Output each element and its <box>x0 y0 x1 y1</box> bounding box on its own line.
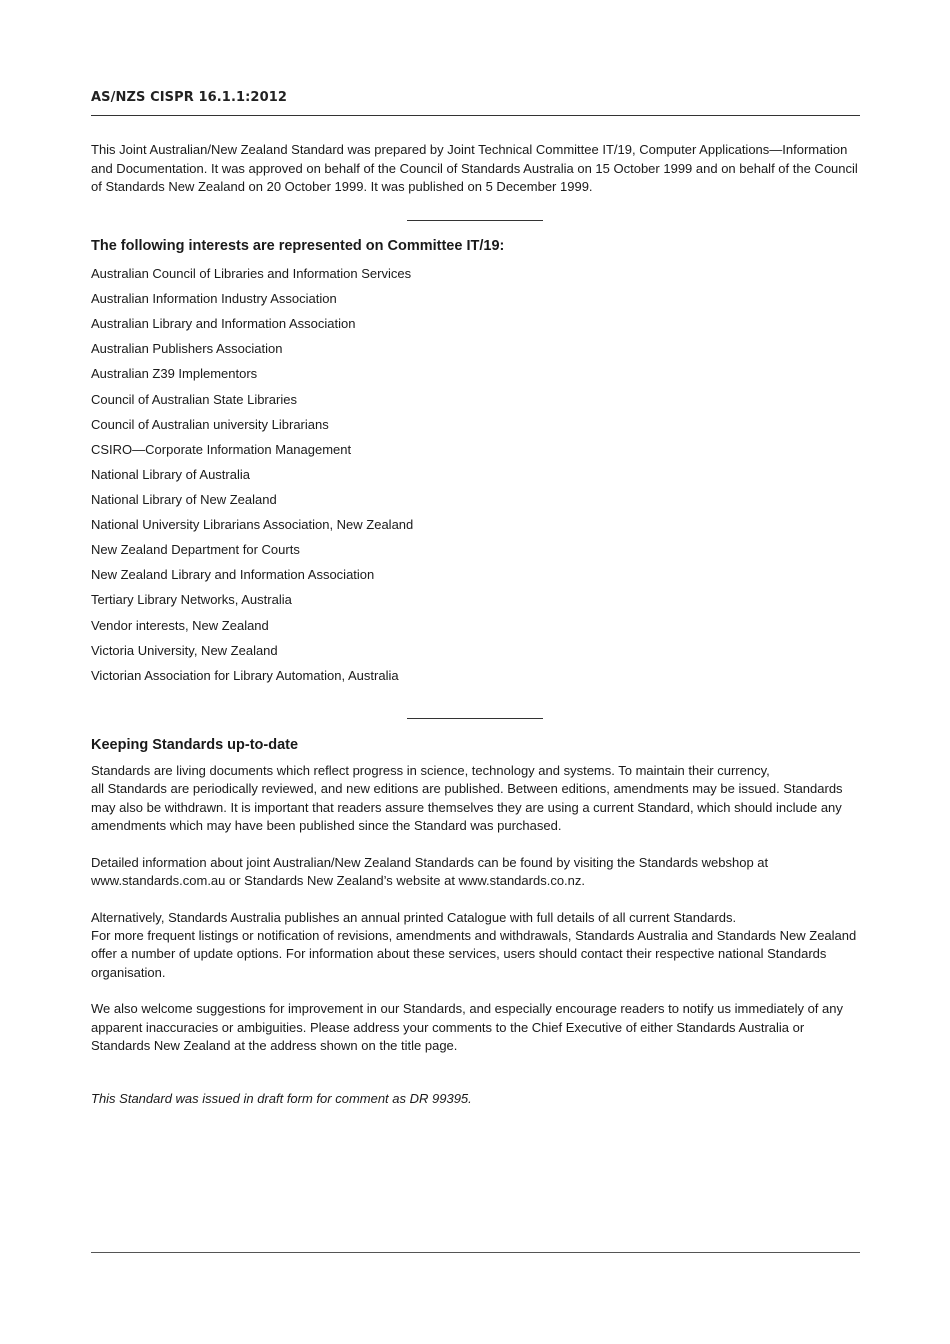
keeping-paragraph-3-line-1: Alternatively, Standards Australia publishes an annual printed Catalogue with full details of all current Standards. <box>91 909 737 925</box>
keeping-paragraph-1-rest: all Standards are periodically reviewed, and new editions are published. Between editions, amendments may be issued. Standards may also be withdrawn. It is important that readers assure themselves they are using a current Standard, which should include any amendments which may have been published since the Standard was purchased. <box>91 781 843 833</box>
keeping-paragraph-1-line-1: Standards are living documents which reflect progress in science, technology and systems. To maintain their currency, <box>91 763 770 778</box>
committee-member: Australian Publishers Association <box>91 341 283 357</box>
keeping-paragraph-living-documents <box>91 762 860 835</box>
footer-rule <box>91 1252 860 1253</box>
intro-paragraph: This Joint Australian/New Zealand Standard was prepared by Joint Technical Committee IT/19, Computer Applications—Information and Documentation. It was approved on behalf of the Council of Standards Australia on 15 October 1999 and on behalf of the Council of Standards New Zealand on 20 October 1999. It was published on 5 December 1999. <box>91 142 858 194</box>
committee-member: Australian Council of Libraries and Information Services <box>91 266 412 281</box>
draft-note: This Standard was issued in draft form for comment as DR 99395. <box>91 1091 472 1106</box>
committee-member: New Zealand Library and Information Association <box>91 567 375 583</box>
header-rule <box>91 115 860 116</box>
committee-member: New Zealand Department for Courts <box>91 542 300 558</box>
committee-member-list <box>91 265 413 692</box>
committee-heading: The following interests are represented on Committee IT/19: <box>91 238 505 254</box>
section-divider <box>407 220 543 221</box>
section-divider <box>407 718 543 719</box>
committee-member: National Library of Australia <box>91 466 250 482</box>
keeping-paragraph-webshop: Detailed information about joint Australian/New Zealand Standards can be found by visiting the Standards webshop at www.standards.com.au or Standards New Zealand’s website at www.standards.co.nz. <box>91 854 769 888</box>
committee-member: Council of Australian university Librarians <box>91 416 329 432</box>
document-id-header: AS/NZS CISPR 16.1.1:2012 <box>91 90 288 105</box>
committee-member: National University Librarians Association, New Zealand <box>91 517 414 533</box>
committee-member: Australian Z39 Implementors <box>91 366 258 382</box>
keeping-paragraph-suggestions: We also welcome suggestions for improvement in our Standards, and especially encourage readers to notify us immediately of any apparent inaccuracies or ambiguities. Please address your comments to the Chief Executive of either Standards Australia or Standards New Zealand at the address shown on the title page. <box>91 1001 843 1054</box>
keeping-paragraph-3-rest: For more frequent listings or notification of revisions, amendments and withdrawals, Standards Australia and Standards New Zealand offer a number of update options. For information about these services, users should contact their respective national Standards organisation. <box>91 928 857 980</box>
committee-member: Victoria University, New Zealand <box>91 642 278 658</box>
committee-member: Vendor interests, New Zealand <box>91 617 269 633</box>
committee-member: CSIRO—Corporate Information Management <box>91 441 352 457</box>
document-page <box>91 0 860 1344</box>
keeping-paragraph-catalogue <box>91 909 860 982</box>
committee-member: Australian Information Industry Association <box>91 291 337 307</box>
committee-member: Victorian Association for Library Automation, Australia <box>91 667 399 683</box>
keeping-up-to-date-body <box>91 762 860 1074</box>
committee-member: National Library of New Zealand <box>91 491 277 507</box>
committee-member: Council of Australian State Libraries <box>91 391 297 407</box>
keeping-up-to-date-heading: Keeping Standards up-to-date <box>91 737 299 753</box>
committee-member: Tertiary Library Networks, Australia <box>91 592 292 608</box>
committee-member: Australian Library and Information Association <box>91 316 356 332</box>
